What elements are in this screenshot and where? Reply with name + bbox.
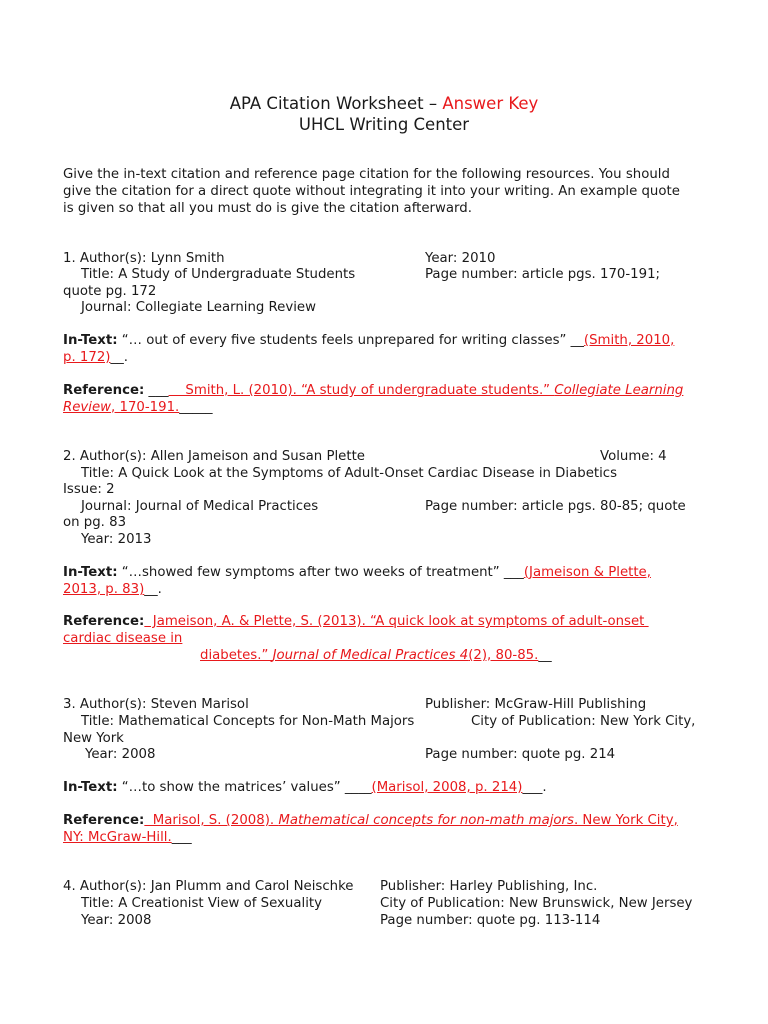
item1-year: Year: 2010 xyxy=(425,251,496,266)
title-answer-key: Answer Key xyxy=(442,94,539,113)
item2-reference-cont-2 xyxy=(200,648,552,665)
item2-page-cont: on pg. 83 xyxy=(63,515,127,530)
item1-title: Title: A Study of Undergraduate Students xyxy=(81,267,356,282)
item4-title: Title: A Creationist View of Sexuality xyxy=(81,896,322,911)
item2-journal: Journal: Journal of Medical Practices xyxy=(81,499,319,514)
item3-city: City of Publication: New York City, xyxy=(471,714,696,729)
item1-intext xyxy=(63,333,674,350)
item1-journal: Journal: Collegiate Learning Review xyxy=(81,300,316,315)
item4-publisher: Publisher: Harley Publishing, Inc. xyxy=(380,879,598,894)
item2-reference xyxy=(63,614,649,631)
item3-page: Page number: quote pg. 214 xyxy=(425,747,616,762)
reference-answer-end: diabetes.” Journal of Medical Practices 4(2), 80-85. xyxy=(200,648,539,663)
item1-page: Page number: article pgs. 170-191; xyxy=(425,267,661,282)
item3-year: Year: 2008 xyxy=(85,747,156,762)
intext-end: __. xyxy=(110,350,128,365)
item1-reference xyxy=(63,383,683,400)
intext-answer: (Marisol, 2008, p. 214) xyxy=(371,780,523,795)
page-subtitle: UHCL Writing Center xyxy=(298,115,470,134)
item2-volume: Volume: 4 xyxy=(600,449,667,464)
intext-answer: (Smith, 2010, xyxy=(583,333,675,348)
item2-page: Page number: article pgs. 80-85; quote xyxy=(425,499,686,514)
item2-reference-cont xyxy=(63,631,182,648)
reference-label: Reference: xyxy=(63,813,145,828)
item2-author: 2. Author(s): Allen Jameison and Susan Plette xyxy=(63,449,365,464)
item1-reference-cont xyxy=(63,400,213,417)
intext-end: ___. xyxy=(522,780,547,795)
item3-publisher: Publisher: McGraw-Hill Publishing xyxy=(425,697,647,712)
intext-answer: (Jameison & Plette, xyxy=(523,565,651,580)
item3-city-cont: New York xyxy=(63,731,124,746)
item3-title: Title: Mathematical Concepts for Non-Math Majors xyxy=(81,714,415,729)
item2-issue: Issue: 2 xyxy=(63,482,115,497)
intext-label: In-Text: xyxy=(63,565,118,580)
reference-answer: Smith, L. (2010). “A study of undergraduate students.” Collegiate Learning xyxy=(168,383,684,398)
reference-lead: ___ xyxy=(144,383,169,398)
item2-year: Year: 2013 xyxy=(81,532,152,547)
intext-answer-cont: p. 172) xyxy=(63,350,111,365)
item2-intext xyxy=(63,565,651,582)
reference-end: __ xyxy=(538,648,552,663)
item1-author: 1. Author(s): Lynn Smith xyxy=(63,251,225,266)
item4-year: Year: 2008 xyxy=(81,913,152,928)
intro-line-2: give the citation for a direct quote without integrating it into your writing. An example quote xyxy=(63,184,680,199)
intext-quote: “…to show the matrices’ values” ____ xyxy=(117,780,372,795)
intro-line-1: Give the in-text citation and reference page citation for the following resources. You should xyxy=(63,167,670,182)
item3-reference xyxy=(63,813,678,830)
item3-reference-cont xyxy=(63,830,192,847)
item4-author: 4. Author(s): Jan Plumm and Carol Neischke xyxy=(63,879,354,894)
item3-intext xyxy=(63,780,547,797)
intro-line-3: is given so that all you must do is give the citation afterward. xyxy=(63,201,472,216)
item4-city: City of Publication: New Brunswick, New Jersey xyxy=(380,896,693,911)
page-title xyxy=(0,94,768,114)
item1-page-cont: quote pg. 172 xyxy=(63,284,157,299)
reference-answer: Marisol, S. (2008). Mathematical concepts for non-math majors. New York City, xyxy=(144,813,678,828)
reference-answer-cont: Review, 170-191. xyxy=(63,400,180,415)
item3-author: 3. Author(s): Steven Marisol xyxy=(63,697,249,712)
reference-end: _____ xyxy=(179,400,213,415)
reference-end: ___ xyxy=(171,830,192,845)
reference-answer-cont: cardiac disease in xyxy=(63,631,183,646)
item1-intext-cont xyxy=(63,350,128,367)
reference-label: Reference: xyxy=(63,614,145,629)
reference-answer: Jameison, A. & Plette, S. (2013). “A quick look at symptoms of adult-onset xyxy=(144,614,649,629)
intext-answer-cont: 2013, p. 83) xyxy=(63,582,145,597)
item4-page: Page number: quote pg. 113-114 xyxy=(380,913,601,928)
title-main: APA Citation Worksheet – xyxy=(229,94,443,113)
reference-answer-cont: NY: McGraw-Hill. xyxy=(63,830,172,845)
intext-end: __. xyxy=(144,582,162,597)
item2-title: Title: A Quick Look at the Symptoms of Adult-Onset Cardiac Disease in Diabetics xyxy=(81,466,618,481)
intext-quote: “… out of every five students feels unprepared for writing classes” __ xyxy=(117,333,584,348)
intext-label: In-Text: xyxy=(63,780,118,795)
intext-label: In-Text: xyxy=(63,333,118,348)
item2-intext-cont xyxy=(63,582,162,599)
intext-quote: “…showed few symptoms after two weeks of treatment” ___ xyxy=(117,565,524,580)
reference-label: Reference: xyxy=(63,383,145,398)
